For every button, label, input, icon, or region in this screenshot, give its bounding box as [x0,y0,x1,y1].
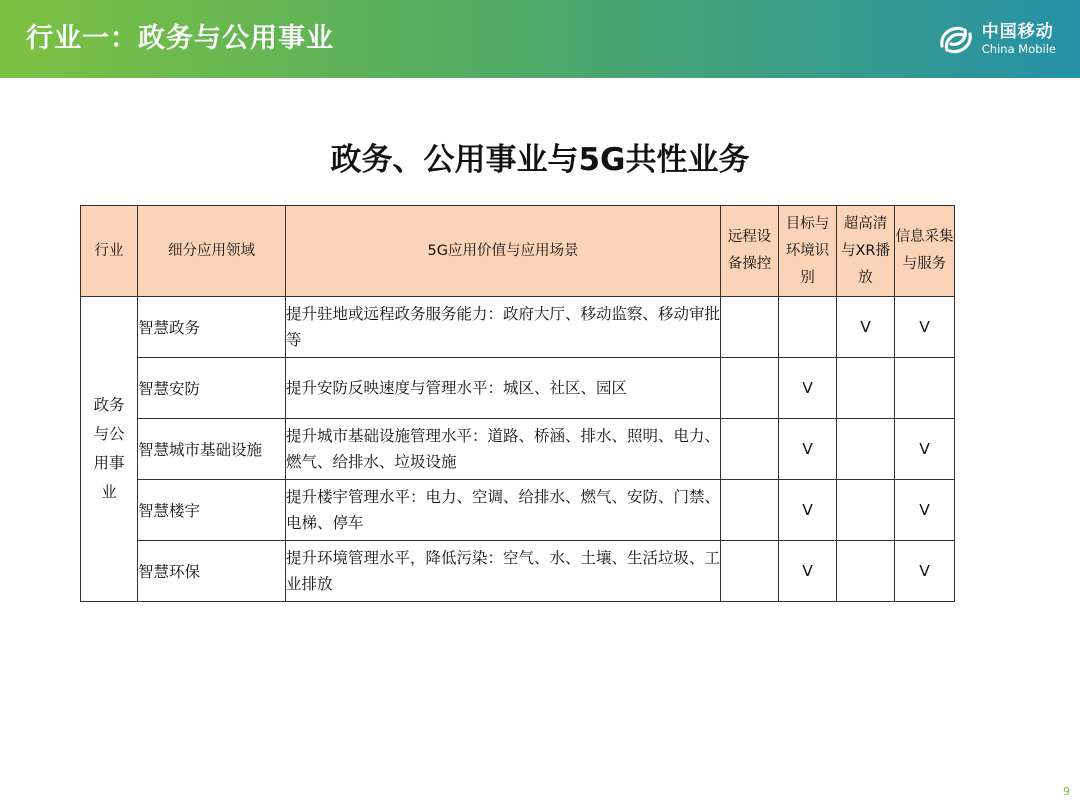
china-mobile-logo [936,18,1056,62]
logo-en-text: China Mobile [981,42,1056,57]
logo-cn-text: 中国移动 [981,22,1054,43]
table-row [81,480,955,541]
header-uhd-xr: 超高清与XR播放 [837,206,895,297]
mark-remote-control [721,480,779,541]
mark-info-service [895,358,955,419]
sub-field-cell: 智慧政务 [138,297,286,358]
mark-recognition: V [779,541,837,602]
header-remote-control: 远程设备操控 [721,206,779,297]
table-row [81,358,955,419]
mark-info-service: V [895,480,955,541]
sub-field-cell: 智慧城市基础设施 [138,419,286,480]
mark-uhd-xr: V [837,297,895,358]
sub-field-cell: 智慧环保 [138,541,286,602]
service-matrix-table [80,205,955,602]
slide-title: 政务、公用事业与5G共性业务 [330,142,750,178]
header-recognition: 目标与环境识别 [779,206,837,297]
scene-cell: 提升安防反映速度与管理水平：城区、社区、园区 [286,358,721,419]
mark-info-service: V [895,297,955,358]
industry-cell [81,297,138,602]
header-info-service: 信息采集与服务 [895,206,955,297]
table-header-row [81,206,955,297]
scene-cell: 提升城市基础设施管理水平：道路、桥涵、排水、照明、电力、燃气、给排水、垃圾设施 [286,419,721,480]
mark-remote-control [721,358,779,419]
mark-uhd-xr [837,419,895,480]
sub-field-cell: 智慧安防 [138,358,286,419]
china-mobile-logo-icon [936,20,976,60]
mark-info-service: V [895,541,955,602]
scene-cell: 提升驻地或远程政务服务能力：政府大厅、移动监察、移动审批等 [286,297,721,358]
header-bar [0,0,1080,78]
mark-recognition: V [779,480,837,541]
mark-uhd-xr [837,541,895,602]
mark-uhd-xr [837,358,895,419]
table-row [81,541,955,602]
mark-uhd-xr [837,480,895,541]
mark-recognition [779,297,837,358]
industry-label: 政务与公用事业 [93,396,125,501]
scene-cell: 提升环境管理水平，降低污染：空气、水、土壤、生活垃圾、工业排放 [286,541,721,602]
scene-cell: 提升楼宇管理水平：电力、空调、给排水、燃气、安防、门禁、电梯、停车 [286,480,721,541]
page-number: 9 [1063,785,1070,798]
header-sub-field: 细分应用领域 [138,206,286,297]
section-title: 行业一：政务与公用事业 [26,23,334,54]
table-row [81,419,955,480]
mark-recognition: V [779,419,837,480]
mark-remote-control [721,541,779,602]
header-industry: 行业 [81,206,138,297]
header-scene: 5G应用价值与应用场景 [286,206,721,297]
mark-remote-control [721,419,779,480]
mark-recognition: V [779,358,837,419]
sub-field-cell: 智慧楼宇 [138,480,286,541]
mark-remote-control [721,297,779,358]
mark-info-service: V [895,419,955,480]
table-row [81,297,955,358]
